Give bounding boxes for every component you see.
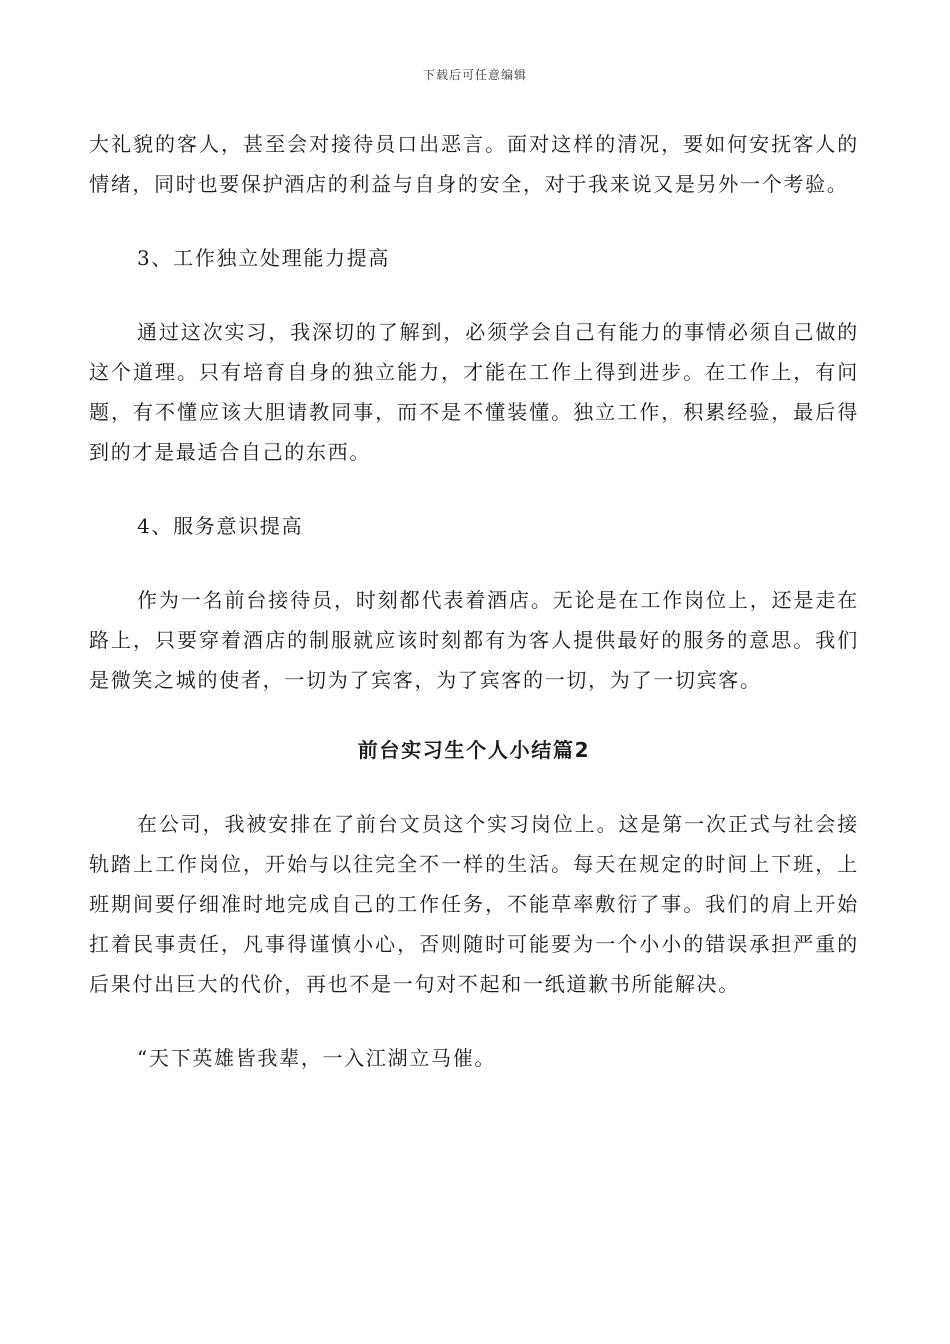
article-title-2: 前台实习生个人小结篇2 — [357, 738, 591, 762]
section-heading-4: 4、服务意识提高 — [137, 514, 304, 538]
page-header-note: 下载后可任意编辑 — [422, 68, 527, 82]
paragraph-1: 大礼貌的客人，甚至会对接待员口出恶言。面对这样的清况，要如何安抚客人的情绪，同时也要保护酒店的利益与自身的安全，对于我来说又是另外一个考验。 — [89, 132, 859, 196]
paragraph-4: 在公司，我被安排在了前台文员这个实习岗位上。这是第一次正式与社会接轨踏上工作岗位，开始与以往完全不一样的生活。每天在规定的时间上下班，上班期间要仔细准时地完成自己的工作任务，不能草率敷衍了事。我们的肩上开始扛着民事责任，凡事得谨慎小心，否则随时可能要为一个小小的错误承担严重的后果付出巨大的代价，再也不是一句对不起和一纸道歉书所能解决。 — [89, 812, 859, 996]
document-body — [89, 124, 859, 1078]
section-heading-3: 3、工作独立处理能力提高 — [137, 246, 391, 270]
paragraph-2: 通过这次实习，我深切的了解到，必须学会自己有能力的事情必须自己做的这个道理。只有培育自身的独立能力，才能在工作上得到进步。在工作上，有问题，有不懂应该大胆请教同事，而不是不懂装懂。独立工作，积累经验，最后得到的才是最适合自己的东西。 — [89, 320, 859, 464]
paragraph-5: “天下英雄皆我辈，一入江湖立马催。 — [137, 1046, 497, 1070]
paragraph-3: 作为一名前台接待员，时刻都代表着酒店。无论是在工作岗位上，还是走在路上，只要穿着酒店的制服就应该时刻都有为客人提供最好的服务的意思。我们是微笑之城的使者，一切为了宾客，为了宾客的一切，为了一切宾客。 — [89, 588, 859, 692]
